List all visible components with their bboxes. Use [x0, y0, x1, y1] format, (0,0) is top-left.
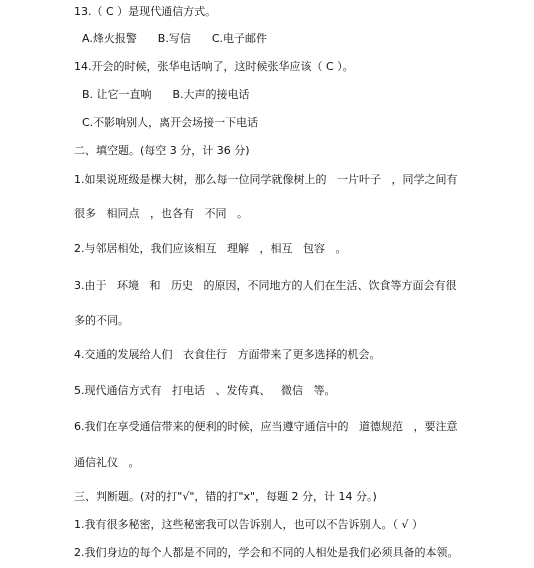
question-14: 14.开会的时候，张华电话响了，这时候张华应该（ C ）。 — [74, 60, 354, 73]
fill-blank-2: 2.与邻居相处，我们应该相互 理解 ，相互 包容 。 — [74, 242, 347, 255]
fill-blank-4: 4.交通的发展给人们 衣食住行 方面带来了更多选择的机会。 — [74, 348, 381, 361]
fill-blank-3-line-1: 3.由于 环境 和 历史 的原因，不同地方的人们在生活、饮食等方面会有很 — [74, 279, 457, 292]
fill-blank-6-line-1: 6.我们在享受通信带来的便利的时候，应当遵守通信中的 道德规范 ，要注意 — [74, 420, 458, 433]
question-14-options-1: B. 让它一直响 B.大声的接电话 — [82, 88, 250, 101]
question-13-options: A.烽火报警 B.写信 C.电子邮件 — [82, 32, 268, 45]
section-fill-blank-heading: 二、填空题。(每空 3 分，计 36 分) — [74, 144, 250, 157]
section-true-false-heading: 三、判断题。(对的打"√"，错的打"x"，每题 2 分，计 14 分。) — [74, 490, 377, 503]
fill-blank-1-line-2: 很多 相同点 ，也各有 不同 。 — [74, 207, 248, 220]
fill-blank-3-line-2: 多的不同。 — [74, 314, 129, 327]
question-14-options-2: C.不影响别人，离开会场接一下电话 — [82, 116, 259, 129]
fill-blank-5: 5.现代通信方式有 打电话 、发传真、 微信 等。 — [74, 384, 336, 397]
fill-blank-1-line-1: 1.如果说班级是棵大树，那么每一位同学就像树上的 一片叶子 ，同学之间有 — [74, 173, 458, 186]
true-false-2: 2.我们身边的每个人都是不同的，学会和不同的人相处是我们必须具备的本领。 — [74, 546, 459, 559]
question-13: 13.（ C ）是现代通信方式。 — [74, 5, 217, 18]
true-false-1: 1.我有很多秘密，这些秘密我可以告诉别人，也可以不告诉别人。（ √ ） — [74, 518, 423, 531]
fill-blank-6-line-2: 通信礼仪 。 — [74, 456, 140, 469]
